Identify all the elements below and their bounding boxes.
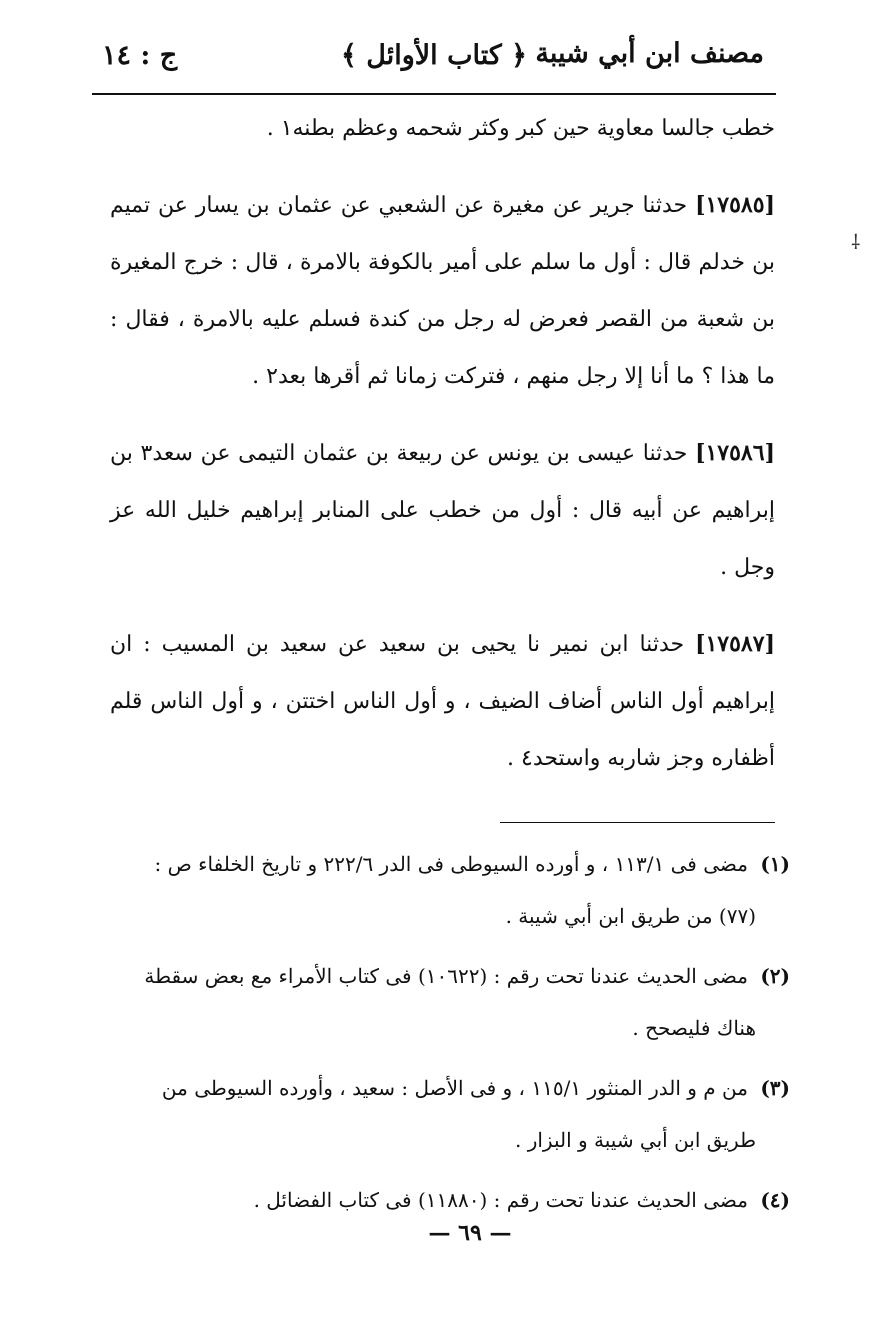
continuation-paragraph: خطب جالسا معاوية حين كبر وكثر شحمه وعظم بطنه١ . bbox=[266, 116, 775, 141]
footnote-text: مضى الحديث عندنا تحت رقم : (١١٨٨٠) فى كتاب الفضائل . bbox=[253, 1188, 748, 1212]
hadith-text: حدثنا جرير عن مغيرة عن الشعبي عن عثمان بن يسار عن تميم بن خدلم قال : أول ما سلم على أمير بالكوفة بالامرة ، قال : خرج المغيرة بن شعبة من القصر فعرض له رجل من كندة فسلم عليه بالامرة ، فقال : ما هذا ؟ ما أنا إلا رجل منهم ، فتركت زمانا ثم أقرها بعد٢ . bbox=[110, 193, 775, 389]
footnote-1 bbox=[120, 838, 790, 942]
footnote-text: مضى الحديث عندنا تحت رقم : (١٠٦٢٢) فى كتاب الأمراء مع بعض سقطة هناك فليصحح . bbox=[144, 964, 756, 1040]
page-number: — ٦٩ — bbox=[428, 1220, 512, 1246]
hadith-17585 bbox=[110, 177, 775, 405]
footnote-3 bbox=[120, 1062, 790, 1166]
footnotes bbox=[120, 838, 790, 1234]
hadith-number: [١٧٥٨٧] bbox=[695, 631, 775, 657]
page-header bbox=[92, 30, 776, 94]
footnote-text: من م و الدر المنثور ١١٥/١ ، و فى الأصل : سعيد ، وأورده السيوطى من طريق ابن أبي شيبة و البزار . bbox=[161, 1076, 756, 1152]
footnote-2 bbox=[120, 950, 790, 1054]
volume-number: ج : ١٤ bbox=[102, 40, 178, 71]
footnote-text: مضى فى ١١٣/١ ، و أورده السيوطى فى الدر ٢٢٢/٦ و تاريخ الخلفاء ص : (٧٧) من طريق ابن أبي شيبة . bbox=[154, 852, 756, 928]
hadith-number: [١٧٥٨٥] bbox=[695, 192, 775, 218]
main-text bbox=[110, 100, 775, 807]
chapter-title: ﴿ كتاب الأوائل ﴾ bbox=[341, 40, 527, 71]
hadith-text: حدثنا عيسى بن يونس عن ربيعة بن عثمان التيمى عن سعد٣ بن إبراهيم عن أبيه قال : أول من خطب على المنابر إبراهيم خليل الله عز وجل . bbox=[110, 441, 775, 580]
footnote-divider bbox=[500, 822, 775, 823]
header-divider bbox=[92, 93, 776, 95]
margin-mark-icon: ⸸ bbox=[851, 230, 861, 254]
footnote-4 bbox=[120, 1174, 790, 1226]
footnote-number: (٢) bbox=[760, 964, 790, 988]
book-title: مصنف ابن أبي شيبة bbox=[535, 38, 764, 69]
hadith-17586 bbox=[110, 425, 775, 596]
footnote-number: (٤) bbox=[760, 1188, 790, 1212]
hadith-text: حدثنا ابن نمير نا يحيى بن سعيد عن سعيد بن المسيب : ان إبراهيم أول الناس أضاف الضيف ، و أول الناس اختتن ، و أول الناس قلم أظفاره وجز شاربه واستحد٤ . bbox=[110, 632, 775, 771]
hadith-number: [١٧٥٨٦] bbox=[695, 440, 775, 466]
hadith-17587 bbox=[110, 616, 775, 787]
footnote-number: (٣) bbox=[760, 1076, 790, 1100]
footnote-number: (١) bbox=[760, 852, 790, 876]
